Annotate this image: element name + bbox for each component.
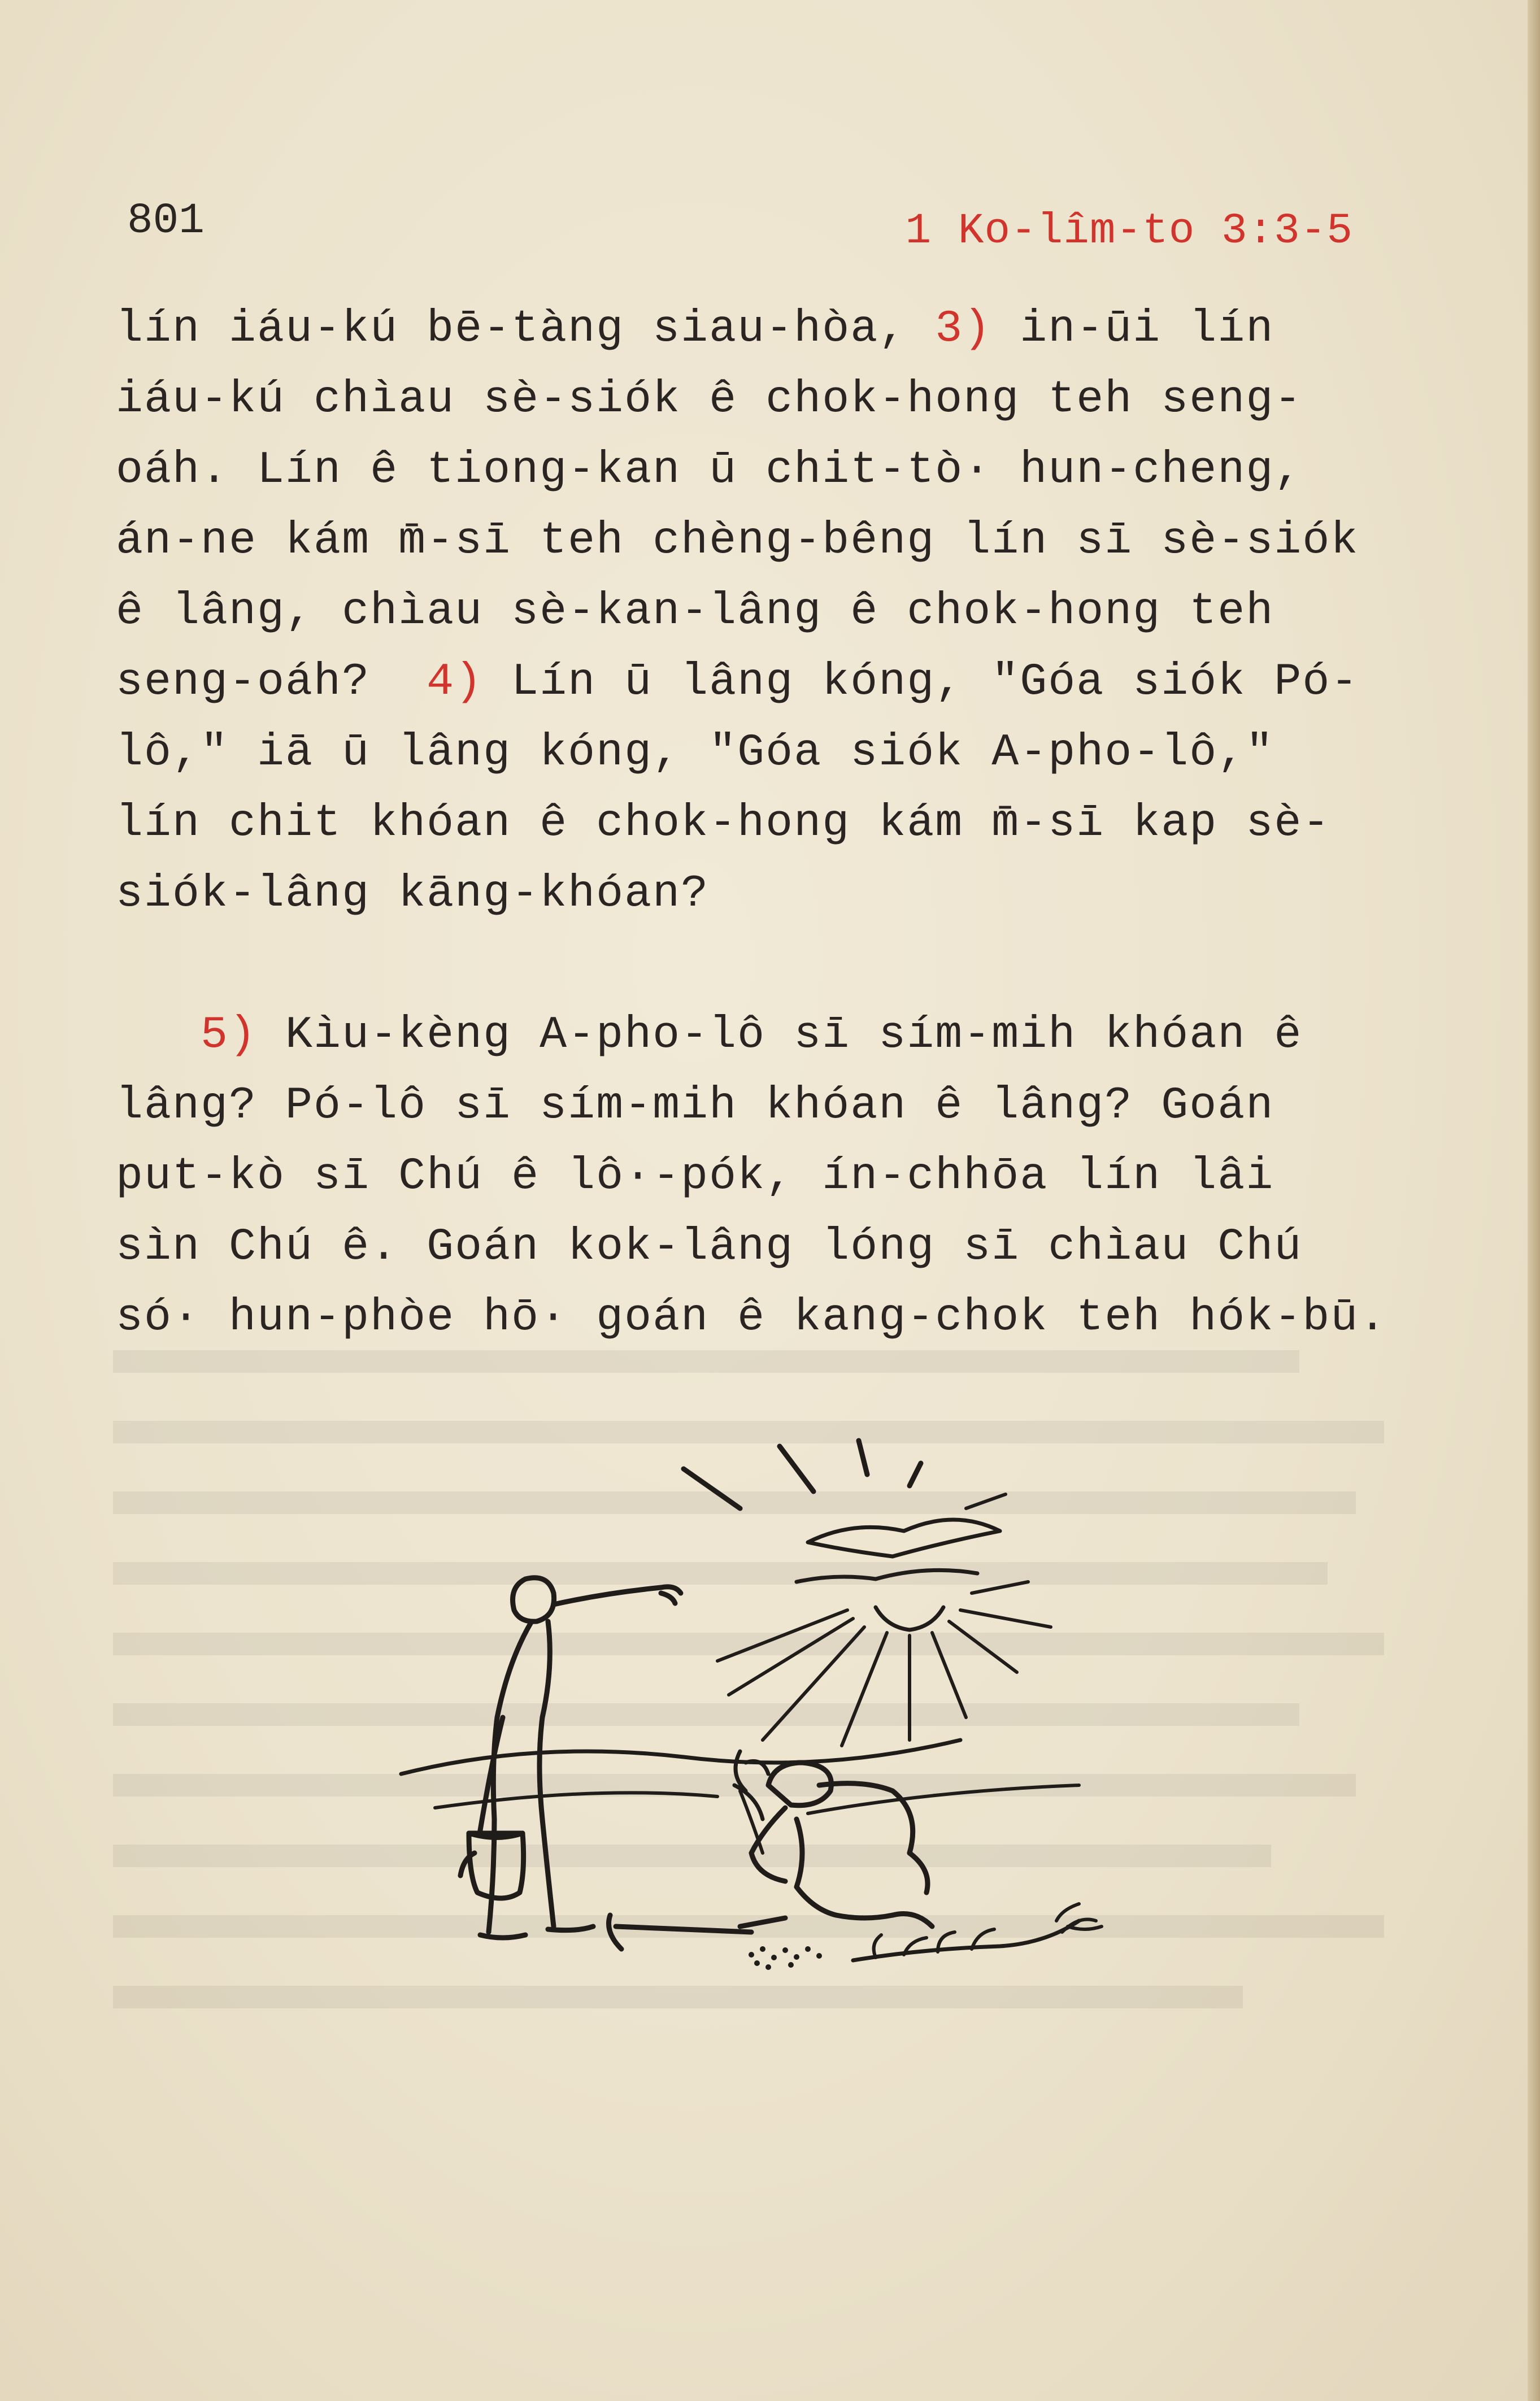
- line-text: in-ūi lín: [991, 303, 1274, 355]
- running-head: 1 Ko-lîm-to 3:3-5: [905, 207, 1353, 255]
- text-line: [116, 717, 1393, 788]
- line-text: seng-oáh?: [116, 656, 427, 708]
- sun-icon: [684, 1441, 1051, 1746]
- text-line: [116, 364, 1393, 435]
- line-text: Lín ū lâng kóng, "Góa siók Pó-: [483, 656, 1359, 708]
- text-line: [116, 294, 1393, 364]
- verse-number: 4): [427, 656, 484, 708]
- line-text: put-kò sī Chú ê lô·-pók, ín-chhōa lín lâi: [116, 1151, 1274, 1202]
- text-line: [116, 647, 1393, 717]
- line-text: ê lâng, chìau sè-kan-lâng ê chok-hong teh: [116, 586, 1274, 637]
- line-text: só· hun-phòe hō· goán ê kang-chok teh hók-bū.: [116, 1292, 1387, 1343]
- page-number: 801: [127, 197, 205, 245]
- text-line: [116, 1071, 1393, 1141]
- person-icon: [460, 1578, 681, 1938]
- text-line: [116, 1141, 1393, 1212]
- planter-icon: [734, 1751, 932, 1926]
- line-text: [116, 1010, 201, 1061]
- page-edge: [1528, 0, 1540, 2401]
- line-text: sìn Chú ê. Goán kok-lâng lóng sī chìau Chú: [116, 1221, 1303, 1273]
- line-text: oáh. Lín ê tiong-kan ū chit-tò· hun-cheng,: [116, 445, 1303, 496]
- line-text: án-ne kám m̄-sī teh chèng-bêng lín sī sè-siók: [116, 515, 1359, 567]
- text-line: [116, 1212, 1393, 1282]
- ground-icon: [609, 1904, 1102, 1970]
- text-line: [116, 435, 1393, 506]
- text-line: [116, 1282, 1393, 1353]
- line-text: Kìu-kèng A-pho-lô sī sím-mih khóan ê: [257, 1010, 1303, 1061]
- text-line: [116, 576, 1393, 647]
- line-text: lâng? Pó-lô sī sím-mih khóan ê lâng? Goán: [116, 1080, 1274, 1132]
- text-line: [116, 859, 1393, 929]
- line-text: siók-lâng kāng-khóan?: [116, 868, 710, 920]
- text-line: [116, 788, 1393, 859]
- verse-number: 5): [201, 1010, 258, 1061]
- verse-number: 3): [935, 303, 992, 355]
- text-line: [116, 506, 1393, 576]
- illustration: [367, 1424, 1158, 2017]
- body-text: [116, 294, 1393, 1353]
- line-text: lô," iā ū lâng kóng, "Góa siók A-pho-lô,": [116, 727, 1274, 778]
- line-text: lín chit khóan ê chok-hong kám m̄-sī kap sè-: [116, 798, 1331, 849]
- line-text: iáu-kú chìau sè-siók ê chok-hong teh seng-: [116, 374, 1303, 425]
- paragraph-gap: [116, 929, 1393, 1000]
- page-header: [127, 197, 1353, 259]
- text-line: [116, 1000, 1393, 1071]
- line-text: lín iáu-kú bē-tàng siau-hòa,: [116, 303, 936, 355]
